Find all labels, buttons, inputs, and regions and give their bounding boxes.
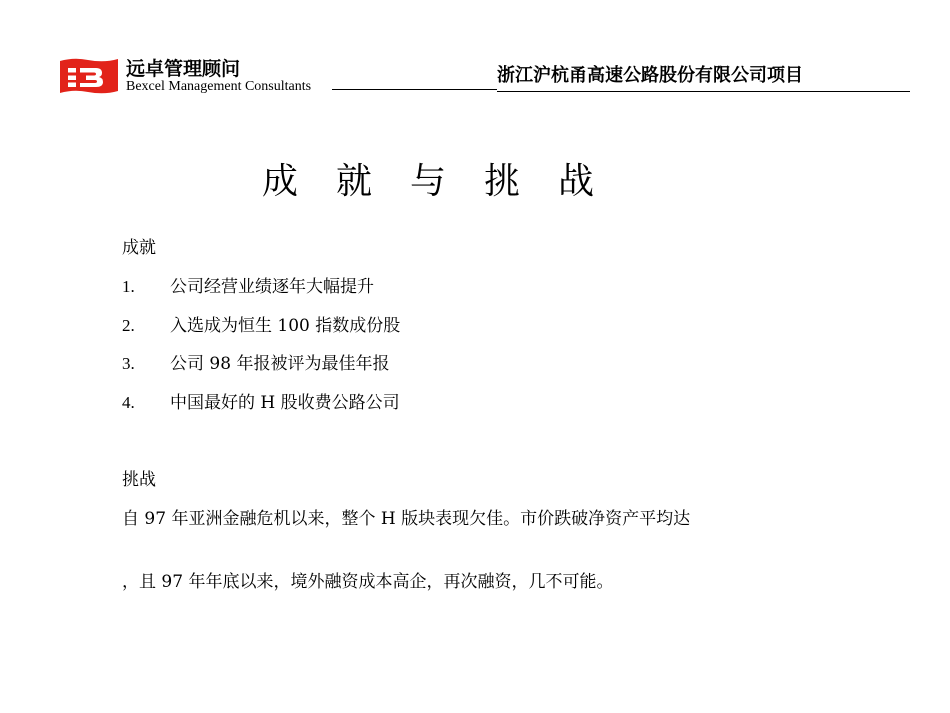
header-divider-right bbox=[497, 91, 910, 92]
logo-chinese-name: 远卓管理顾问 bbox=[126, 58, 241, 80]
list-item-number: 4. bbox=[122, 393, 135, 412]
challenges-line-1: 自 97 年亚洲金融危机以来，整个 H 版块表现欠佳。市价跌破净资产平均达 bbox=[122, 509, 691, 529]
logo-english-name: Bexcel Management Consultants bbox=[126, 79, 312, 94]
challenges-line-2: ，且 97 年年底以来，境外融资成本高企，再次融资，几不可能。 bbox=[122, 572, 614, 592]
project-title: 浙江沪杭甬高速公路股份有限公司项目 bbox=[497, 65, 803, 86]
list-item-number: 1. bbox=[122, 277, 135, 296]
list-item-text: 公司 98 年报被评为最佳年报 bbox=[170, 354, 390, 374]
list-item-number: 2. bbox=[122, 316, 135, 335]
list-item-text: 入选成为恒生 100 指数成份股 bbox=[170, 316, 401, 336]
achievements-heading: 成就 bbox=[122, 238, 156, 258]
list-item-text: 中国最好的 H 股收费公路公司 bbox=[170, 393, 400, 413]
header-divider-left bbox=[332, 89, 497, 90]
bexcel-logo-icon bbox=[58, 57, 120, 97]
header bbox=[0, 0, 950, 100]
slide-title: 成就与挑战 bbox=[262, 161, 633, 202]
challenges-heading: 挑战 bbox=[122, 470, 156, 490]
list-item-text: 公司经营业绩逐年大幅提升 bbox=[170, 277, 374, 297]
list-item-number: 3. bbox=[122, 354, 135, 373]
